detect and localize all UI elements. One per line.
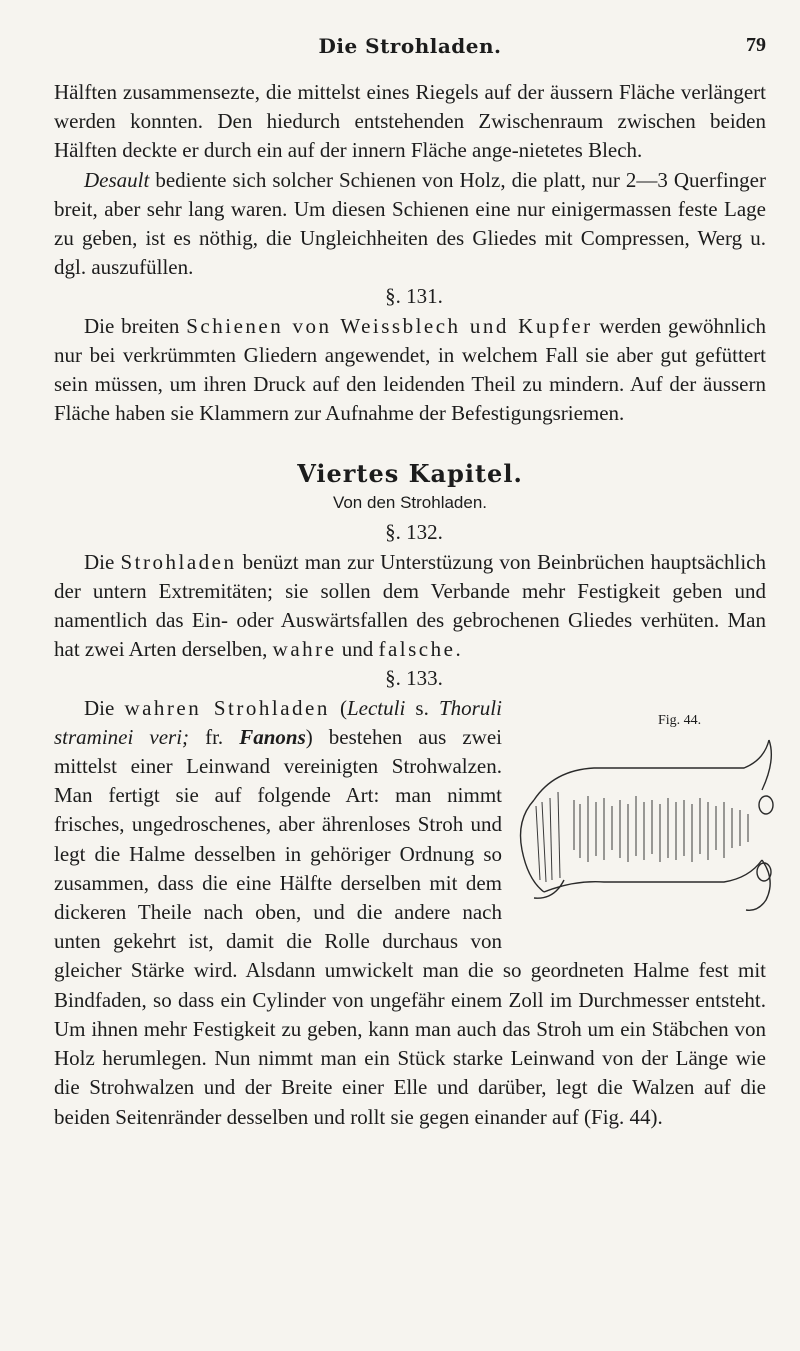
page-body [54, 78, 766, 1132]
p4-d: . [455, 637, 461, 662]
p5-french-term: Fanons [239, 724, 306, 749]
p5-emphasis: wahren Strohladen [124, 695, 330, 720]
p4-emphasis-2: wahre [272, 637, 337, 662]
p5-c: s. [405, 695, 439, 720]
figure-44 [514, 708, 784, 928]
paragraph-3 [54, 312, 766, 429]
section-132: §. 132. [385, 520, 443, 545]
paragraph-2-text: bediente sich solcher Schienen von Holz, die platt, nur 2—3 Querfinger breit, aber sehr lang waren. Um diesen Schienen eine nur einigermassen feste Lage zu geben, ist es nöthig, die Ungleichheiten des Gliedes mit Compressen, Werg u. dgl. auszufüllen. [54, 167, 766, 280]
author-name: Desault [84, 167, 150, 192]
p5-d: fr. [189, 724, 240, 749]
p4-a: Die [84, 549, 121, 574]
page-header [54, 34, 766, 60]
p3-emphasis: Schienen von Weissblech und Kupfer [186, 313, 593, 338]
p5-e: ) bestehen aus zwei mittelst einer Leinwand vereinigten Strohwalzen. Man fertigt sie auf folgende Art: man nimmt frisches, ungedroschenes, aber ährenloses Stroh und legt die Halme desselben in gehöriger Ordnung so zusammen, dass die eine Hälfte derselben mit dem dickeren Theile nach oben, und die andere nach unten gekehrt ist, damit die Rolle durchaus von gleicher Stärke wird. Alsdann umwickelt man die so geordneten Halme fest mit Bindfaden, so dass ein Cylinder von ungefähr einem Zoll im Durchmesser entsteht. Um ihnen mehr Festigkeit zu geben, kann man auch das Stroh um ein Stäbchen von Holz herumlegen. Nun nimmt man ein Stück starke Leinwand von der Länge wie die Strohwalzen und der Breite einer Elle und darüber, legt die Walzen auf die beiden Seitenränder desselben und rollt sie gegen einander auf (Fig. 44). [54, 724, 766, 1129]
paragraph-5 [54, 694, 766, 1132]
chapter-title: Viertes Kapitel. [297, 459, 523, 489]
p5-latin-1: Lectuli [346, 695, 406, 720]
p5-latin-2: Thoruli straminei veri; [54, 695, 502, 749]
paragraph-1: Hälften zusammensezte, die mittelst eines Riegels auf der äussern Fläche verlängert werden konnten. Den hiedurch entstehenden Zwischenraum zwischen beiden Hälften deckte er durch ein auf der innern Fläche ange-nietetes Blech. [54, 80, 766, 163]
p5-a: Die [84, 695, 125, 720]
figure-label: Fig. 44. [658, 712, 702, 728]
p4-emphasis-1: Strohladen [120, 549, 237, 574]
p5-b: ( [329, 695, 347, 720]
chapter-subtitle: Von den Strohladen. [332, 493, 488, 513]
p4-emphasis-3: falsche [378, 637, 456, 662]
section-133: §. 133. [385, 666, 443, 691]
section-131: §. 131. [385, 284, 443, 309]
p4-b: benüzt man zur Unterstüzung von Beinbrüchen hauptsächlich der untern Extremitäten; sie sollen dem Verbande mehr Festigkeit geben und namentlich das Ein- oder Auswärtsfallen des gebrochenen Gliedes verhüten. Man hat zwei Arten derselben, [54, 549, 767, 662]
page-number: 79 [746, 34, 766, 56]
straw-splint-illustration [514, 730, 784, 920]
running-title: Die Strohladen. [318, 34, 502, 58]
p3-a: Die breiten [84, 313, 187, 338]
paragraph-4 [54, 548, 766, 665]
p3-b: werden gewöhnlich nur bei verkrümmten Gliedern angewendet, in welchem Fall sie aber gut gefüttert sein müssen, um ihren Druck auf den leidenden Theil zu mindern. Auf der äussern Fläche haben sie Klammern zur Aufnahme der Befestigungsriemen. [54, 313, 767, 426]
paragraph-2 [54, 166, 766, 283]
p4-c: und [336, 637, 379, 662]
